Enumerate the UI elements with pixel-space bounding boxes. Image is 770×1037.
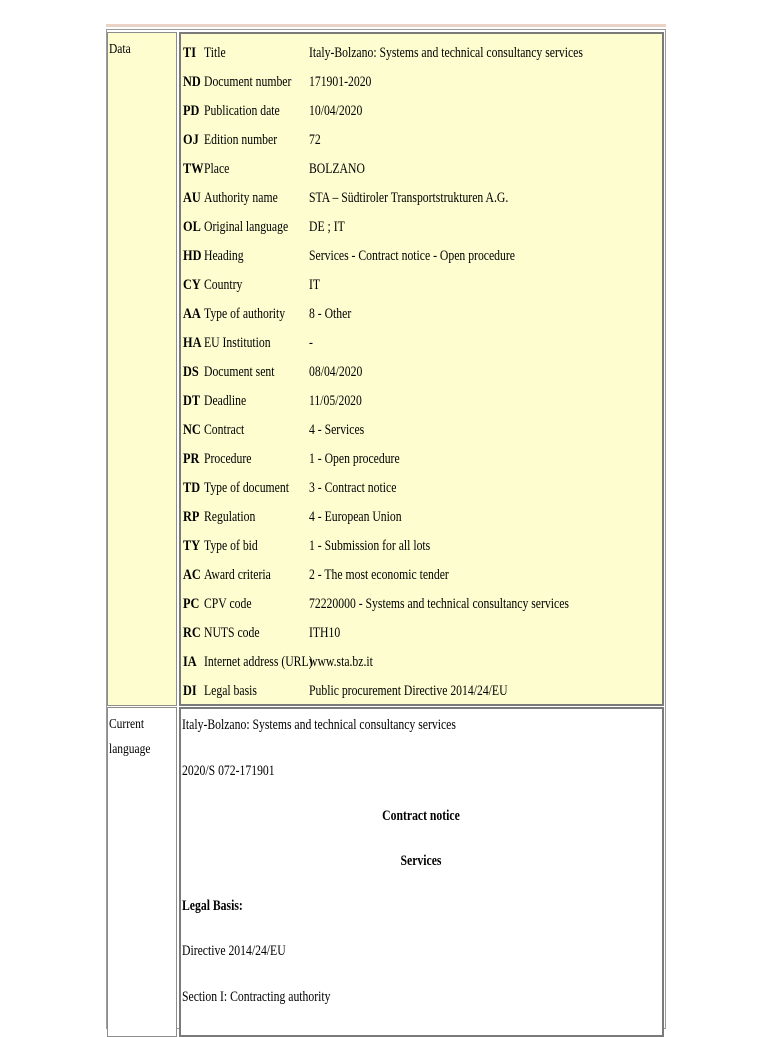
document-table xyxy=(106,29,666,1029)
field-code: TY xyxy=(183,538,201,554)
field-row xyxy=(181,387,661,416)
field-code: DS xyxy=(183,364,199,380)
field-code: RC xyxy=(183,625,201,641)
field-row xyxy=(181,619,661,648)
field-label: Original language xyxy=(204,219,289,235)
field-value: IT xyxy=(309,277,321,293)
field-code: NC xyxy=(183,422,201,438)
field-value: Italy-Bolzano: Systems and technical consultancy services xyxy=(309,45,583,61)
field-row xyxy=(181,648,661,677)
field-label: Title xyxy=(204,45,226,61)
field-label: Type of bid xyxy=(204,538,258,554)
field-code: PD xyxy=(183,103,200,119)
field-row xyxy=(181,677,661,706)
field-row xyxy=(181,242,661,271)
field-row xyxy=(181,503,661,532)
field-code: AC xyxy=(183,567,201,583)
field-label: Internet address (URL) xyxy=(204,654,313,670)
field-code: DI xyxy=(183,683,197,699)
field-value: 8 - Other xyxy=(309,306,352,322)
data-row-label xyxy=(107,32,177,706)
notice-category-heading: Services xyxy=(400,853,442,869)
notice-title: Italy-Bolzano: Systems and technical consultancy services xyxy=(182,717,456,733)
field-row xyxy=(181,474,661,503)
field-value: 171901-2020 xyxy=(309,74,372,90)
field-value: 2 - The most economic tender xyxy=(309,567,449,583)
current-language-box xyxy=(179,707,664,1037)
notice-reference: 2020/S 072-171901 xyxy=(182,763,275,779)
field-code: PR xyxy=(183,451,200,467)
field-value: 08/04/2020 xyxy=(309,364,363,380)
field-code: ND xyxy=(183,74,201,90)
field-row xyxy=(181,358,661,387)
notice-type-heading: Contract notice xyxy=(382,808,460,824)
field-label: Edition number xyxy=(204,132,278,148)
field-code: TD xyxy=(183,480,201,496)
field-label: CPV code xyxy=(204,596,252,612)
field-code: AU xyxy=(183,190,201,206)
data-fields-box xyxy=(179,32,664,706)
field-row xyxy=(181,300,661,329)
field-row xyxy=(181,445,661,474)
field-label: Deadline xyxy=(204,393,247,409)
field-code: OJ xyxy=(183,132,199,148)
field-value: BOLZANO xyxy=(309,161,365,177)
field-value: 4 - European Union xyxy=(309,509,402,525)
field-label: Regulation xyxy=(204,509,256,525)
field-code: OL xyxy=(183,219,201,235)
field-label: Country xyxy=(204,277,243,293)
field-row xyxy=(181,329,661,358)
data-label-text: Data xyxy=(109,42,131,57)
field-code: RP xyxy=(183,509,200,525)
field-label: Type of authority xyxy=(204,306,286,322)
field-label: Publication date xyxy=(204,103,280,119)
field-row xyxy=(181,213,661,242)
field-code: AA xyxy=(183,306,201,322)
field-row xyxy=(181,68,661,97)
current-language-label-text: Current language xyxy=(109,717,151,757)
field-row xyxy=(181,532,661,561)
field-value: - xyxy=(309,335,313,351)
legal-basis-heading: Legal Basis: xyxy=(182,898,243,914)
field-label: EU Institution xyxy=(204,335,271,351)
field-code: TI xyxy=(183,45,196,61)
field-value: 10/04/2020 xyxy=(309,103,363,119)
field-value: ITH10 xyxy=(309,625,341,641)
field-label: Award criteria xyxy=(204,567,271,583)
field-code: HD xyxy=(183,248,202,264)
field-row xyxy=(181,155,661,184)
field-value: 1 - Submission for all lots xyxy=(309,538,431,554)
directive-text: Directive 2014/24/EU xyxy=(182,943,286,959)
section-heading: Section I: Contracting authority xyxy=(182,989,331,1005)
field-label: Contract xyxy=(204,422,245,438)
field-row xyxy=(181,416,661,445)
field-value: 3 - Contract notice xyxy=(309,480,397,496)
field-label: NUTS code xyxy=(204,625,260,641)
current-language-row-label xyxy=(107,707,177,1037)
field-value: STA – Südtiroler Transportstrukturen A.G. xyxy=(309,190,509,206)
field-label: Heading xyxy=(204,248,244,264)
field-value: DE ; IT xyxy=(309,219,345,235)
field-row xyxy=(181,184,661,213)
field-code: CY xyxy=(183,277,201,293)
field-value: 11/05/2020 xyxy=(309,393,362,409)
field-label: Document number xyxy=(204,74,292,90)
field-label: Type of document xyxy=(204,480,289,496)
field-label: Place xyxy=(204,161,230,177)
field-value: Public procurement Directive 2014/24/EU xyxy=(309,683,508,699)
field-value: 1 - Open procedure xyxy=(309,451,400,467)
field-row xyxy=(181,561,661,590)
field-code: TW xyxy=(183,161,204,177)
field-value: 4 - Services xyxy=(309,422,365,438)
top-rule xyxy=(106,24,666,27)
field-row xyxy=(181,97,661,126)
field-value: 72 xyxy=(309,132,321,148)
field-label: Authority name xyxy=(204,190,278,206)
field-label: Procedure xyxy=(204,451,252,467)
field-row xyxy=(181,590,661,619)
field-code: HA xyxy=(183,335,202,351)
field-value: Services - Contract notice - Open procedure xyxy=(309,248,515,264)
field-value: 72220000 - Systems and technical consultancy services xyxy=(309,596,569,612)
field-label: Legal basis xyxy=(204,683,257,699)
field-code: PC xyxy=(183,596,200,612)
field-row xyxy=(181,39,661,68)
url-link[interactable]: www.sta.bz.it xyxy=(309,654,373,670)
field-code: DT xyxy=(183,393,201,409)
field-label: Document sent xyxy=(204,364,275,380)
field-code: IA xyxy=(183,654,197,670)
field-row xyxy=(181,126,661,155)
field-row xyxy=(181,271,661,300)
